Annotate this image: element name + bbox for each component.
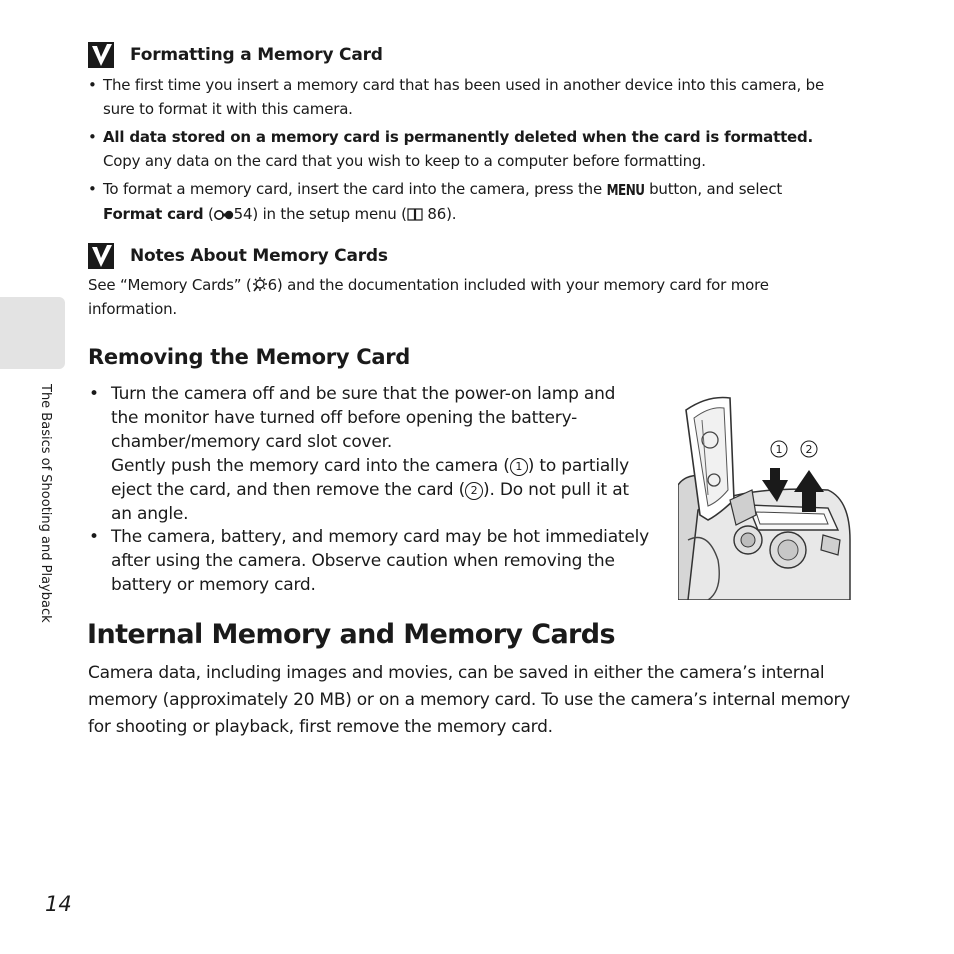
illustration-step-2: 2 — [805, 443, 813, 456]
section-heading-removing: Removing the Memory Card — [88, 345, 411, 369]
note-memory-cards-title: Notes About Memory Cards — [130, 246, 388, 266]
reference-section-icon — [214, 209, 234, 221]
step-2-marker: 2 — [465, 482, 483, 500]
book-page-icon — [407, 207, 423, 221]
note-formatting-header — [88, 41, 383, 69]
note-formatting-bullet-3: • To format a memory card, insert the card into the camera, press the MENU button, and select Format card ( 54) in the setup menu ( 86). — [103, 177, 868, 226]
note-check-icon — [88, 243, 114, 269]
step-1-marker: 1 — [510, 458, 528, 476]
menu-button-label: MENU — [606, 181, 645, 199]
removing-bullet-1: • Turn the camera off and be sure that the power-on lamp and the monitor have turned off before opening the battery- chamber/memory card slot cover. Gently push the memory card into the camera ( 1 ) to partially eject the card, and then remove the card ( 2 ). Do not pull it at an angle. — [111, 382, 651, 526]
note-formatting-bullet-1: • The first time you insert a memory card that has been used in another device into this camera, be sure to format it with this camera. — [103, 73, 868, 121]
chapter-label: The Basics of Shooting and Playback — [38, 384, 53, 623]
note-formatting-title: Formatting a Memory Card — [130, 45, 383, 65]
illustration-step-1: 1 — [775, 443, 783, 456]
note-memory-cards-text: See “Memory Cards” ( 6) and the documentation included with your memory card for more information. — [88, 276, 769, 318]
internal-memory-paragraph: Camera data, including images and movies, can be saved in either the camera’s internal memory (approximately 20 MB) or on a memory card. To use the camera’s internal memory for shooting or playback, first remove the memory card. — [88, 663, 851, 737]
page-number: 14 — [45, 892, 72, 916]
technical-notes-icon — [252, 276, 268, 292]
removing-bullet-2: • The camera, battery, and memory card may be hot immediately after using the camera. Observe caution when removing the battery or memory card. — [111, 525, 651, 597]
camera-card-slot-illustration — [678, 390, 852, 600]
note-formatting-bullet-2: • All data stored on a memory card is permanently deleted when the card is formatted. Copy any data on the card that you wish to keep to a computer before formatting. — [103, 125, 868, 173]
section-heading-internal-memory: Internal Memory and Memory Cards — [87, 619, 615, 650]
note-memory-cards-header — [88, 242, 388, 270]
note-check-icon — [88, 42, 114, 68]
chapter-tab — [0, 297, 65, 369]
